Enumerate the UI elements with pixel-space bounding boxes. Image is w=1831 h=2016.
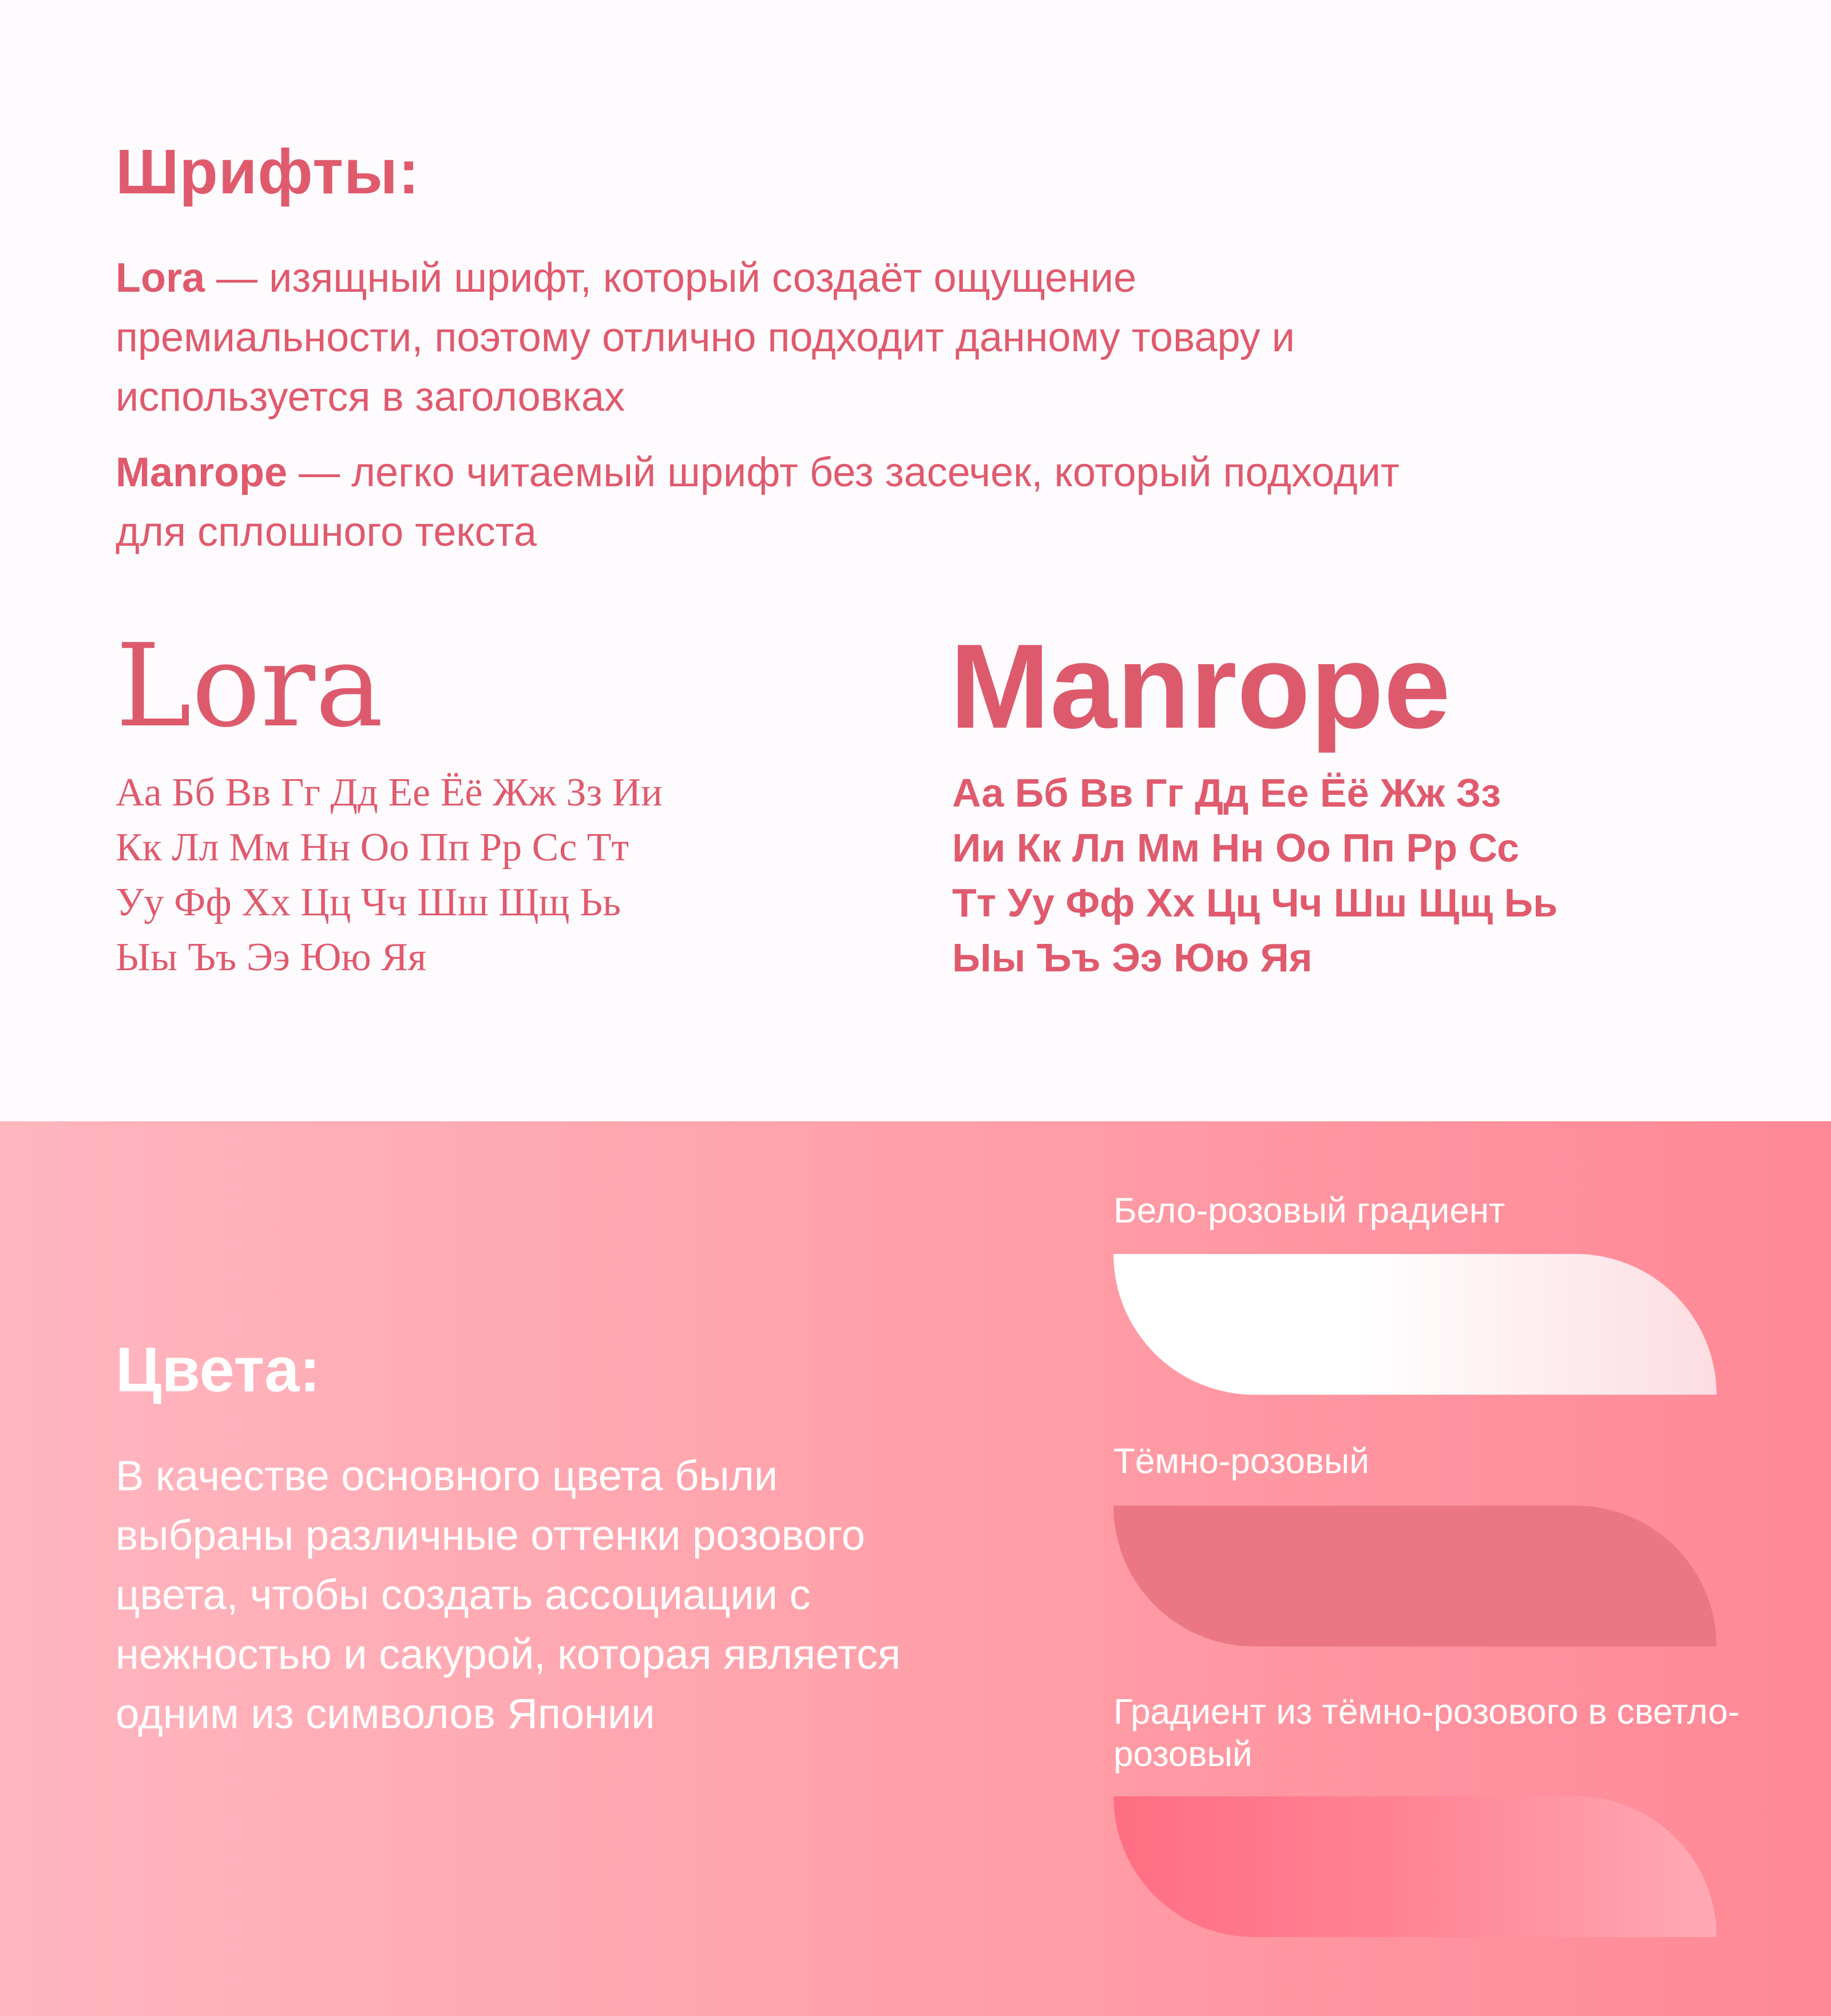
lora-description-name: Lora	[116, 255, 205, 301]
colors-section	[0, 1121, 1831, 2016]
manrope-description-name: Manrope	[116, 450, 288, 495]
swatch-label-dark-pink: Тёмно-розовый	[1113, 1442, 1369, 1481]
swatch-label-dark-to-light-pink: Градиент из тёмно-розового в светло-розовый	[1113, 1692, 1740, 1774]
manrope-description-text: — легко читаемый шрифт без засечек, который подходит для сплошного текста	[116, 450, 1400, 555]
swatch-dark-pink	[1113, 1506, 1717, 1646]
swatch-label-white-pink: Бело-розовый градиент	[1113, 1191, 1505, 1231]
manrope-alphabet-row: Тт Уу Фф Хх Цц Чч Шш Щщ Ьь	[952, 880, 1558, 925]
lora-alphabet-row: Уу Фф Хх Цц Чч Шш Щщ Ьь	[116, 880, 621, 924]
lora-alphabet-row: Кк Лл Мм Нн Оо Пп Рр Сс Тт	[116, 826, 629, 870]
manrope-alphabet-row: Аа Бб Вв Гг Дд Ее Ёё Жж Зз	[952, 771, 1501, 815]
manrope-alphabet-row: Ыы Ъъ Ээ Юю Яя	[952, 935, 1313, 980]
lora-alphabet-row: Аа Бб Вв Гг Дд Ее Ёё Жж Зз Ии	[116, 771, 663, 815]
colors-description: В качестве основного цвета были выбраны различные оттенки розового цвета, чтобы создать ассоциации с нежностью и сакурой, которая является одним из символов Японии	[116, 1452, 901, 1737]
manrope-alphabet	[952, 765, 1604, 985]
manrope-description	[116, 443, 1432, 562]
lora-specimen-title: Lora	[116, 620, 384, 753]
manrope-specimen-title: Manrope	[950, 619, 1451, 753]
manrope-alphabet-row: Ии Кк Лл Мм Нн Оо Пп Рр Сс	[952, 826, 1520, 870]
colors-title: Цвета:	[116, 1335, 320, 1405]
lora-alphabet	[116, 765, 859, 985]
swatch-white-pink-gradient	[1113, 1254, 1717, 1395]
fonts-title: Шрифты:	[116, 137, 420, 207]
swatch-dark-to-light-pink-gradient	[1113, 1796, 1717, 1937]
lora-alphabet-row: Ыы Ъъ Ээ Юю Яя	[116, 935, 427, 979]
lora-description-text: — изящный шрифт, который создаёт ощущение премиальности, поэтому отлично подходит данному товару и используется в заголовках	[116, 255, 1295, 420]
lora-description	[116, 248, 1432, 427]
